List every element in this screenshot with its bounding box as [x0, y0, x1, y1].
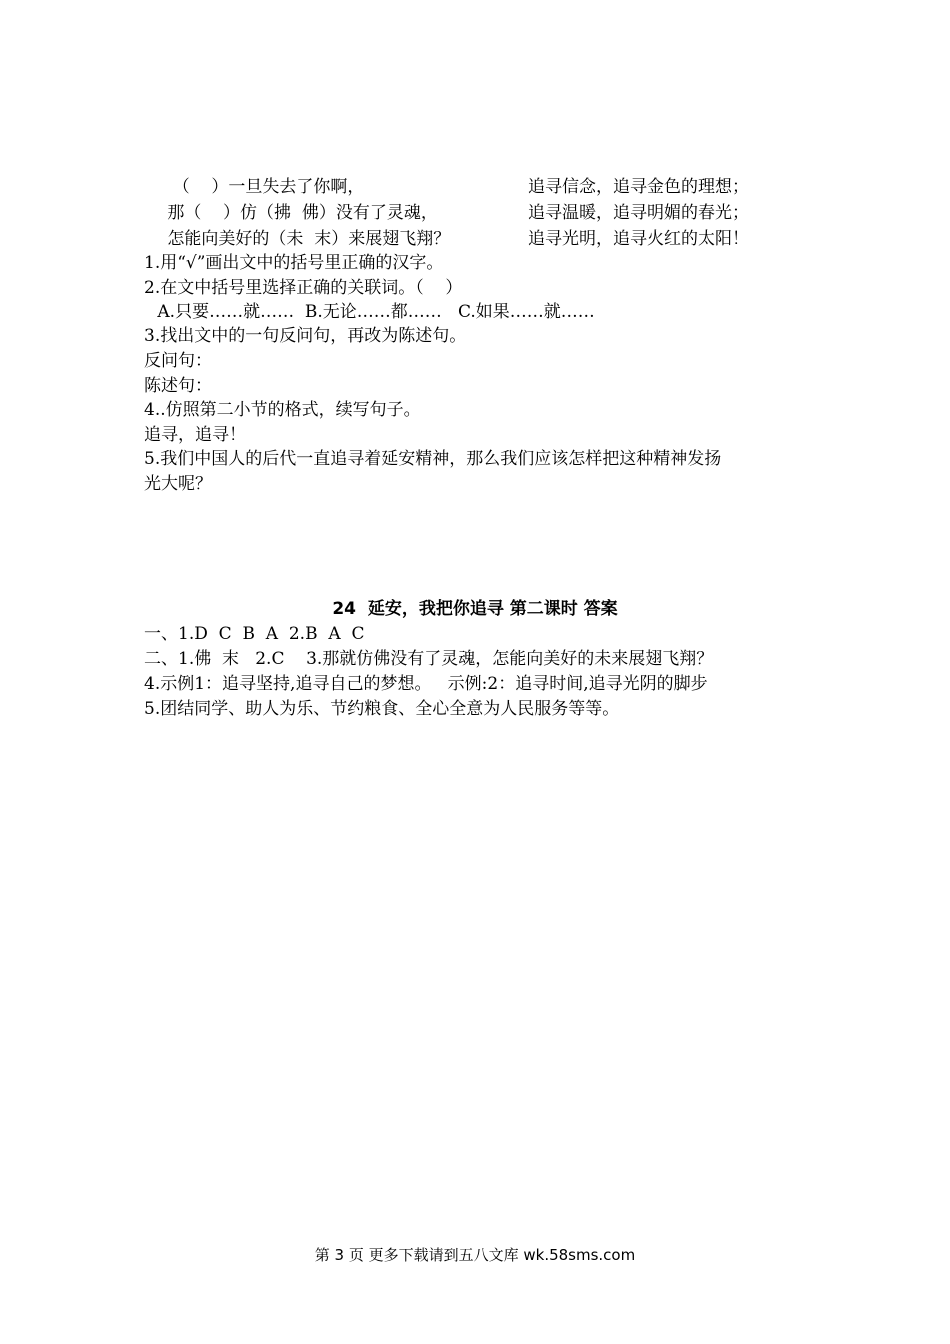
poem-right-line-1: 追寻信念，追寻金色的理想； [528, 177, 749, 197]
question-4-template: 追寻，追寻！ [144, 425, 246, 445]
question-2-options: A.只要……就…… B.无论……都…… C.如果……就…… [152, 302, 595, 322]
question-5: 5.我们中国人的后代一直追寻着延安精神，那么我们应该怎样把这种精神发扬 [144, 449, 722, 469]
question-4: 4..仿照第二小节的格式，续写句子。 [144, 400, 421, 420]
poem-right-line-3: 追寻光明，追寻火红的太阳！ [528, 229, 749, 249]
answer-line-2: 二、1.佛 末 2.C 3.那就仿佛没有了灵魂，怎能向美好的未来展翅飞翔？ [144, 649, 714, 669]
question-3: 3.找出文中的一句反问句，再改为陈述句。 [144, 326, 467, 346]
rhetorical-label: 反问句： [144, 351, 212, 371]
declarative-label: 陈述句： [144, 376, 212, 396]
poem-right-line-2: 追寻温暖，追寻明媚的春光； [528, 203, 749, 223]
poem-left-line-3: 怎能向美好的（未 末）来展翅飞翔？ [162, 229, 451, 249]
answers-title: 24 延安，我把你追寻 第二课时 答案 [332, 599, 618, 619]
answer-line-1: 一、1.D C B A 2.B A C [144, 624, 365, 644]
answer-line-3: 4.示例1：追寻坚持,追寻自己的梦想。 示例:2：追寻时间,追寻光阴的脚步 [144, 674, 708, 694]
question-5-cont: 光大呢？ [144, 474, 212, 494]
poem-left-line-2: 那（ ）仿（拂 佛）没有了灵魂， [162, 203, 438, 223]
question-1: 1.用“√”画出文中的括号里正确的汉字。 [144, 253, 444, 273]
page-footer: 第 3 页 更多下载请到五八文库 wk.58sms.com [314, 1246, 636, 1264]
question-2: 2.在文中括号里选择正确的关联词。（ ） [144, 278, 463, 298]
poem-left-line-1: （ ）一旦失去了你啊， [162, 177, 365, 197]
answer-line-4: 5.团结同学、助人为乐、节约粮食、全心全意为人民服务等等。 [144, 699, 620, 719]
